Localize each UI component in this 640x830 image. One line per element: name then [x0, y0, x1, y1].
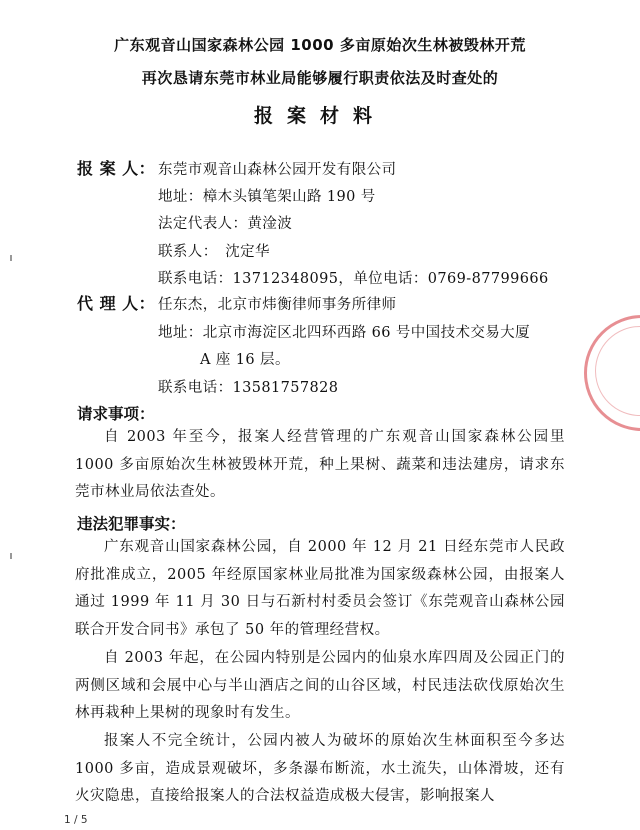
facts-paragraph-3: 报案人不完全统计，公园内被人为破坏的原始次生林面积至今多达 1000 多亩，造成景观破坏，多条瀑布断流，水土流失，山体滑坡，还有火灾隐患，直接给报案人的合法权益造成极大侵害，影响报案人 — [75, 733, 565, 804]
facts-paragraph-2: 自 2003 年起，在公园内特别是公园内的仙泉水库四周及公园正门的两侧区域和会展中心与半山酒店之间的山谷区域，村民违法砍伐原始次生林再栽种上果树的现象时有发生。 — [75, 650, 565, 721]
scan-mark — [10, 255, 12, 261]
agent-address-line-2: A 座 16 层。 — [200, 352, 290, 368]
reporter-phone: 联系电话：13712348095，单位电话：0769-87799666 — [158, 271, 549, 287]
agent-phone: 联系电话：13581757828 — [158, 380, 339, 396]
title-line-1: 广东观音山国家森林公园 1000 多亩原始次生林被毁林开荒 — [114, 36, 526, 54]
facts-paragraph-1: 广东观音山国家森林公园，自 2000 年 12 月 21 日经东莞市人民政府批准成立，2005 年经原国家林业局批准为国家级森林公园，由报案人通过 1999 年 11 月 30 日与石新村村委员会签订《东莞观音山森林公园联合开发合同书》承包了 50 年的管理经营权。 — [75, 539, 565, 638]
reporter-contact: 联系人： 沈定华 — [158, 244, 270, 260]
official-seal — [584, 315, 640, 431]
agent-label: 代 理 人： — [77, 294, 156, 313]
document-title: 报案材料 — [253, 105, 386, 127]
request-heading: 请求事项： — [77, 405, 155, 423]
reporter-legal-rep: 法定代表人：黄淦波 — [158, 216, 293, 232]
facts-heading: 违法犯罪事实： — [77, 515, 186, 533]
reporter-name: 东莞市观音山森林公园开发有限公司 — [158, 162, 397, 178]
agent-address-line-1: 地址：北京市海淀区北四环西路 66 号中国技术交易大厦 — [158, 325, 530, 341]
reporter-label: 报 案 人： — [77, 159, 156, 178]
agent-name: 任东杰，北京市炜衡律师事务所律师 — [158, 297, 397, 313]
reporter-address: 地址：樟木头镇笔架山路 190 号 — [158, 189, 376, 205]
page-number: 1 / 5 — [64, 814, 88, 826]
title-line-2: 再次恳请东莞市林业局能够履行职责依法及时查处的 — [141, 69, 499, 87]
request-paragraph: 自 2003 年至今，报案人经营管理的广东观音山国家森林公园里 1000 多亩原始次生林被毁林开荒，种上果树、蔬菜和违法建房，请求东莞市林业局依法查处。 — [75, 429, 565, 500]
scan-mark — [10, 553, 12, 559]
